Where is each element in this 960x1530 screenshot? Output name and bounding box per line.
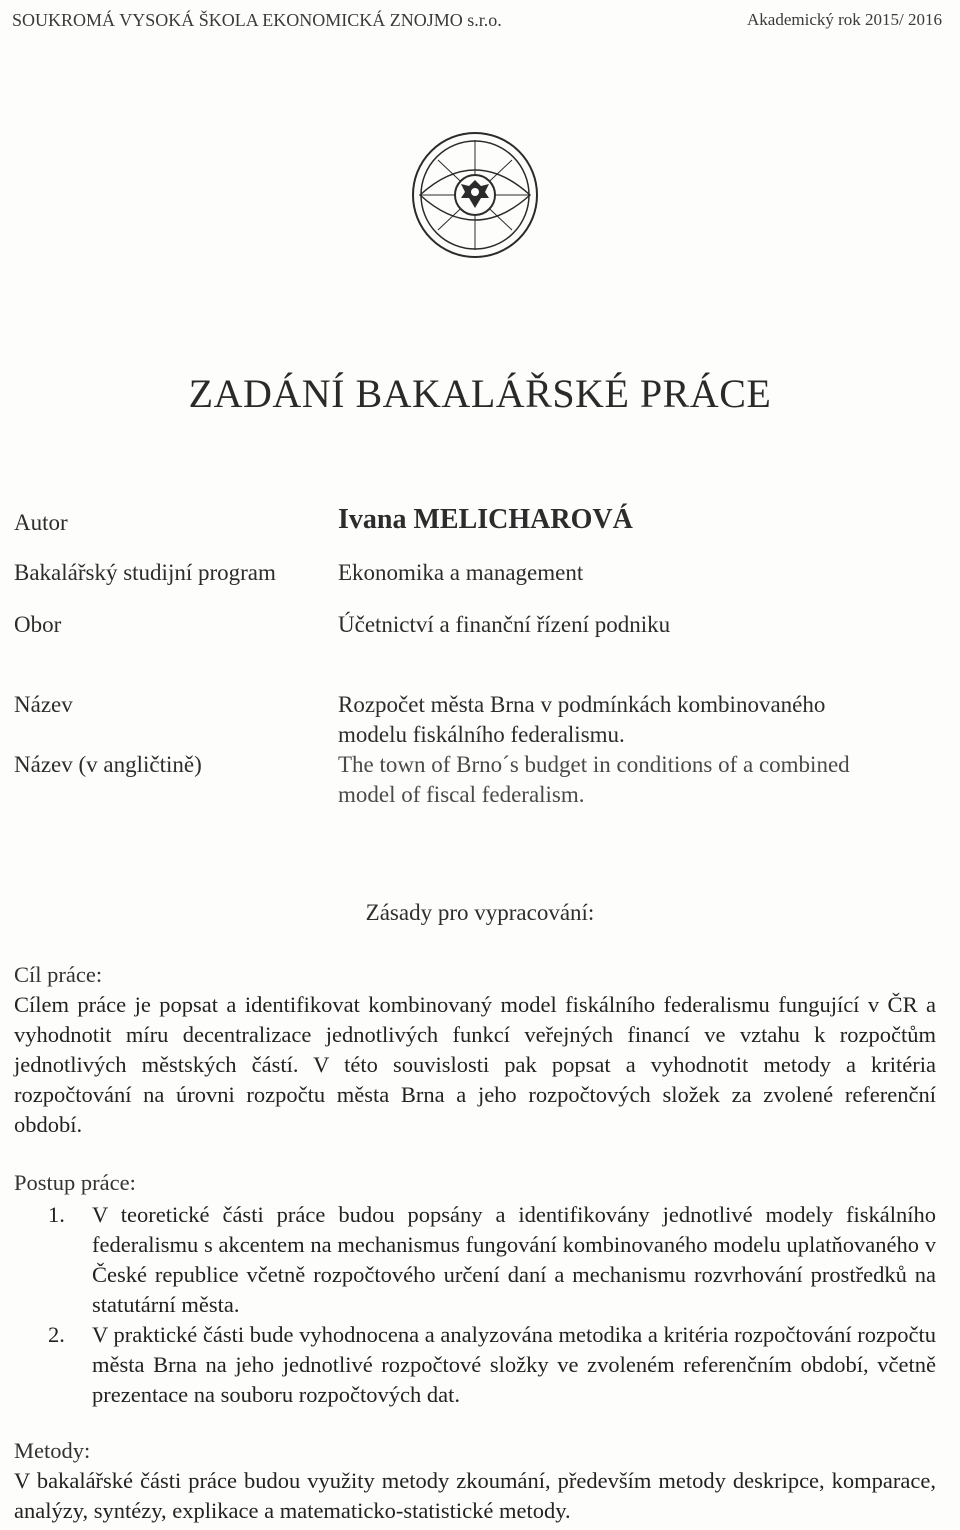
name-label: Název (14, 692, 73, 717)
school-header: SOUKROMÁ VYSOKÁ ŠKOLA EKONOMICKÁ ZNOJMO s.r.o. (12, 10, 502, 30)
step-number: 1. (48, 1202, 65, 1227)
academic-year: Akademický rok 2015/ 2016 (747, 10, 942, 29)
name-en-label: Název (v angličtině) (14, 752, 202, 777)
methods-text: V bakalářské části práce budou využity metody zkoumání, především metody deskripce, komparace, analýzy, syntézy, explikace a matematicko-statistické metody. (14, 1468, 936, 1523)
step-number: 2. (48, 1322, 65, 1347)
field-value: Účetnictví a finanční řízení podniku (338, 612, 671, 637)
program-label: Bakalářský studijní program (14, 560, 276, 585)
methods-heading: Metody: (14, 1438, 91, 1463)
author-label: Autor (14, 510, 68, 535)
page-title: ZADÁNÍ BAKALÁŘSKÉ PRÁCE (188, 371, 772, 416)
goal-text: Cílem práce je popsat a identifikovat kombinovaný model fiskálního federalismu fungující v ČR a vyhodnotit míru decentralizace jednotlivých funkcí veřejných financí ve vztahu k rozpočtům jednotlivých městských částí. V této souvislosti pak popsat a vyhodnotit metody a kritéria rozpočtování na úrovni rozpočtu města Brna a jeho rozpočtových složek za zvolené referenční období. (14, 992, 936, 1137)
field-label: Obor (14, 612, 62, 637)
program-value: Ekonomika a management (338, 560, 584, 585)
goal-heading: Cíl práce: (14, 962, 103, 987)
procedure-list (14, 1200, 936, 1410)
procedure-heading: Postup práce: (14, 1170, 136, 1195)
name-value-line2: modelu fiskálního federalismu. (338, 722, 625, 747)
step-text: V teoretické části práce budou popsány a identifikovány jednotlivé modely fiskálního federalismu s akcentem na mechanismus fungování kombinovaného modelu uplatňovaného v České republice včetně rozpočtového určení daní a mechanismu rozvrhování prostředků na statutární města. (92, 1202, 936, 1317)
principles-heading: Zásady pro vypracování: (365, 900, 595, 925)
list-item (14, 1320, 936, 1410)
school-seal-icon (410, 130, 540, 260)
name-en-value-line2: model of fiscal federalism. (338, 782, 585, 807)
list-item (14, 1200, 936, 1320)
author-value: Ivana MELICHAROVÁ (338, 504, 633, 535)
name-value-line1: Rozpočet města Brna v podmínkách kombinovaného (338, 692, 826, 717)
name-en-value-line1: The town of Brno´s budget in conditions of a combined (338, 752, 850, 777)
step-text: V praktické části bude vyhodnocena a analyzována metodika a kritéria rozpočtování rozpočtu města Brna na jeho jednotlivé rozpočtové složky ve zvoleném referenčním období, včetně prezentace na souboru rozpočtových dat. (92, 1322, 936, 1407)
